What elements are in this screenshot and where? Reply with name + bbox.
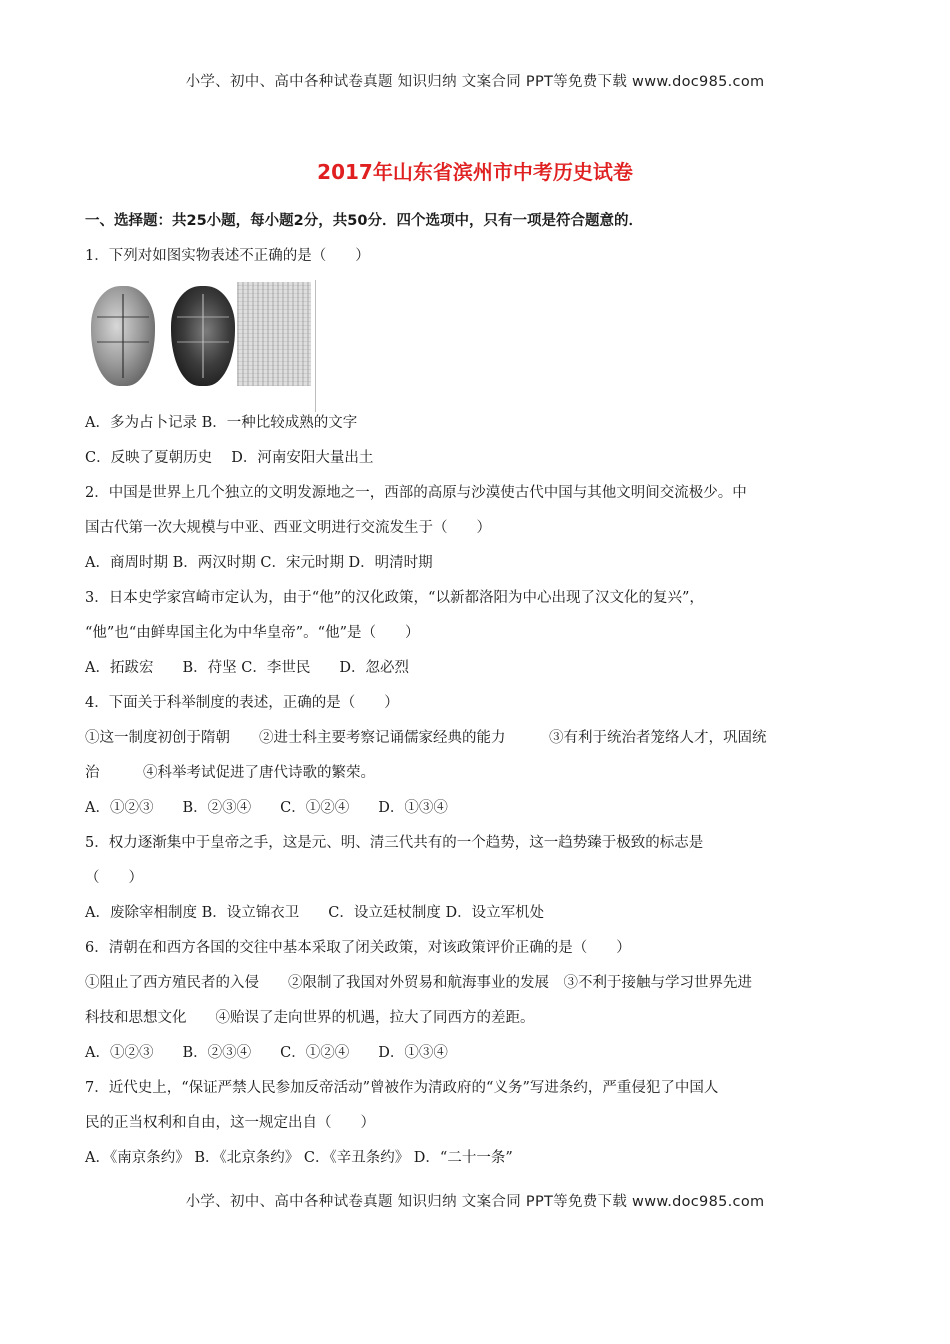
oracle-bone-shell-light-icon (91, 286, 155, 386)
figure-divider (315, 280, 316, 412)
question-7-options: A．《南京条约》 B．《北京条约》 C．《辛丑条约》 D．“二十一条” (85, 1150, 513, 1166)
question-3-options: A．拓跋宏 B．苻坚 C．李世民 D．忽必烈 (85, 660, 409, 676)
question-4-items-2: 治 ④科举考试促进了唐代诗歌的繁荣。 (85, 765, 375, 781)
question-4-options: A．①②③ B．②③④ C．①②④ D．①③④ (85, 800, 448, 816)
question-6-options: A．①②③ B．②③④ C．①②④ D．①③④ (85, 1045, 448, 1061)
question-7-stem-1: 7．近代史上，“保证严禁人民参加反帝活动”曾被作为清政府的“义务”写进条约，严重侵犯了中国人 (85, 1080, 719, 1096)
question-5-stem-1: 5．权力逐渐集中于皇帝之手，这是元、明、清三代共有的一个趋势，这一趋势臻于极致的标志是 (85, 835, 704, 851)
inscription-rubbing-icon (237, 282, 311, 386)
page-header: 小学、初中、高中各种试卷真题 知识归纳 文案合同 PPT等免费下载 www.doc985.com (185, 74, 765, 90)
exam-content (85, 210, 865, 1182)
exam-title: 2017年山东省滨州市中考历史试卷 (317, 160, 633, 184)
question-1-options-cd: C．反映了夏朝历史 D．河南安阳大量出土 (85, 450, 374, 466)
question-7-stem-2: 民的正当权利和自由，这一规定出自（ ） (85, 1115, 375, 1131)
oracle-bone-shell-dark-icon (171, 286, 235, 386)
question-1-options-ab: A．多为占卜记录 B．一种比较成熟的文字 (85, 415, 358, 431)
section-heading: 一、选择题：共25小题，每小题2分，共50分．四个选项中，只有一项是符合题意的． (85, 213, 643, 229)
question-4-items-1: ①这一制度初创于隋朝 ②进士科主要考察记诵儒家经典的能力 ③有利于统治者笼络人才，巩固统 (85, 730, 767, 746)
question-3-stem-1: 3．日本史学家宫崎市定认为，由于“他”的汉化政策，“以新都洛阳为中心出现了汉文化的复兴”， (85, 590, 704, 606)
question-5-stem-2: （ ） (85, 870, 143, 886)
question-5-options: A．废除宰相制度 B．设立锦衣卫 C．设立廷杖制度 D．设立军机处 (85, 905, 545, 921)
question-2-options: A．商周时期 B．两汉时期 C．宋元时期 D．明清时期 (85, 555, 433, 571)
question-3-stem-2: “他”也“由鲜卑国主化为中华皇帝”。“他”是（ ） (85, 625, 420, 641)
question-2-stem-2: 国古代第一次大规模与中亚、西亚文明进行交流发生于（ ） (85, 520, 491, 536)
question-1-figure (85, 280, 865, 412)
question-4-stem: 4．下面关于科举制度的表述，正确的是（ ） (85, 695, 399, 711)
question-1-stem: 1．下列对如图实物表述不正确的是（ ） (85, 248, 370, 264)
question-6-items-2: 科技和思想文化 ④贻误了走向世界的机遇，拉大了同西方的差距。 (85, 1010, 535, 1026)
question-6-items-1: ①阻止了西方殖民者的入侵 ②限制了我国对外贸易和航海事业的发展 ③不利于接触与学习世界先进 (85, 975, 752, 991)
page-footer: 小学、初中、高中各种试卷真题 知识归纳 文案合同 PPT等免费下载 www.doc985.com (185, 1194, 765, 1210)
question-2-stem-1: 2．中国是世界上几个独立的文明发源地之一，西部的高原与沙漠使古代中国与其他文明间交流极少。中 (85, 485, 747, 501)
question-6-stem: 6．清朝在和西方各国的交往中基本采取了闭关政策，对该政策评价正确的是（ ） (85, 940, 631, 956)
